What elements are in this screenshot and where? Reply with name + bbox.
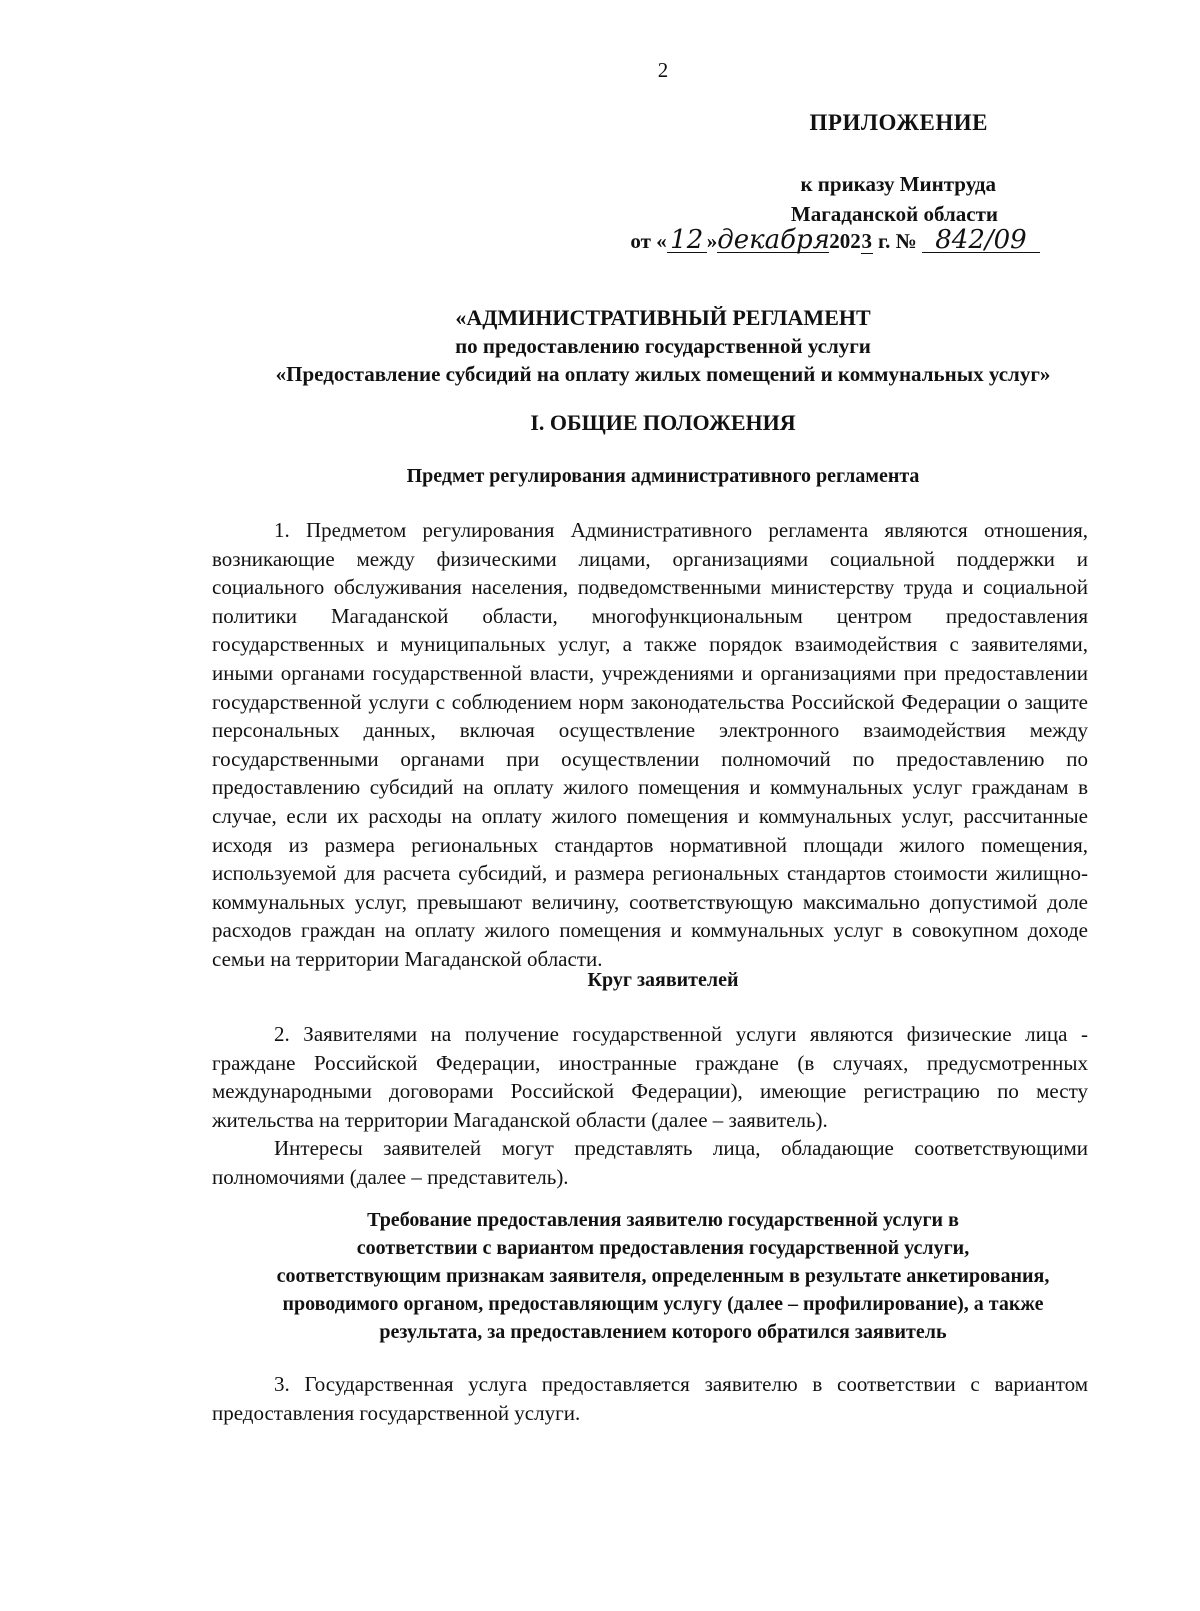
appendix-date-line <box>630 225 1040 255</box>
paragraph-4: 3. Государственная услуга предоставляется заявителю в соответствии с вариантом предоставления государственной услуги. <box>212 1372 1088 1425</box>
document-title <box>0 304 1200 388</box>
requirement-line-1: Требование предоставления заявителю государственной услуги в <box>367 1209 959 1231</box>
date-mid: » <box>706 229 718 253</box>
handwritten-month: декабря <box>717 225 830 255</box>
section-heading: I. ОБЩИЕ ПОЛОЖЕНИЯ <box>530 410 796 435</box>
subheading-requirement <box>0 1206 1200 1346</box>
year-suffix: г. № <box>872 229 917 253</box>
page-number: 2 <box>657 58 669 82</box>
year-prefix: 202 <box>829 229 861 253</box>
requirement-line-2: соответствии с вариантом предоставления государственной услуги, <box>356 1237 970 1259</box>
paragraph-1: 1. Предметом регулирования Административного регламента являются отношения, возникающие между физическими лицами, организациями социальной поддержки и социального обслуживания населения, подведомственными министерству труда и социальной политики Магаданской области, многофункциональным центром предоставления государственных и муниципальных услуг, а также порядок взаимодействия с заявителями, иными органами государственной власти, учреждениями и организациями при предоставлении государственной услуги с соблюдением норм законодательства Российской Федерации о защите персональных данных, включая осуществление электронного взаимодействия между государственными органами при осуществлении полномочий по предоставлению по предоставлению субсидий на оплату жилого помещения и коммунальных услуг гражданам в случае, если их расходы на оплату жилого помещения и коммунальных услуг, рассчитанные исходя из размера региональных стандартов нормативной площади жилого помещения, используемой для расчета субсидий, и размера региональных стандартов стоимости жилищно-коммунальных услуг, превышают величину, соответствующую максимально допустимой доле расходов граждан на оплату жилого помещения и коммунальных услуг в совокупном доходе семьи на территории Магаданской области. <box>212 518 1088 971</box>
date-prefix: от « <box>630 229 667 253</box>
title-line-3: «Предоставление субсидий на оплату жилых помещений и коммунальных услуг» <box>275 362 1051 386</box>
handwritten-day: 12 <box>667 228 707 253</box>
appendix-region-line: Магаданской области <box>790 202 998 226</box>
requirement-line-5: результата, за предоставлением которого обратился заявитель <box>379 1321 947 1343</box>
paragraph-3: Интересы заявителей могут представлять лица, обладающие соответствующими полномочиями (далее – представитель). <box>212 1136 1088 1189</box>
title-line-1: «АДМИНИСТРАТИВНЫЙ РЕГЛАМЕНТ <box>455 305 871 330</box>
handwritten-order-number: 842/09 <box>922 228 1040 253</box>
handwritten-year-digit: 3 <box>861 229 872 253</box>
appendix-order-line: к приказу Минтруда <box>800 172 996 196</box>
requirement-line-3: соответствующим признакам заявителя, определенным в результате анкетирования, <box>276 1265 1050 1287</box>
subheading-subject: Предмет регулирования административного регламента <box>406 465 920 487</box>
requirement-line-4: проводимого органом, предоставляющим услугу (далее – профилирование), а также <box>282 1293 1044 1315</box>
paragraph-2: 2. Заявителями на получение государственной услуги являются физические лица - граждане Российской Федерации, иностранные граждане (в случаях, предусмотренных международными договорами Российской Федерации), имеющие регистрацию по месту жительства на территории Магаданской области (далее – заявитель). <box>212 1022 1088 1132</box>
appendix-title: ПРИЛОЖЕНИЕ <box>809 110 988 135</box>
title-line-2: по предоставлению государственной услуги <box>455 334 871 358</box>
subheading-applicants: Круг заявителей <box>587 969 739 991</box>
